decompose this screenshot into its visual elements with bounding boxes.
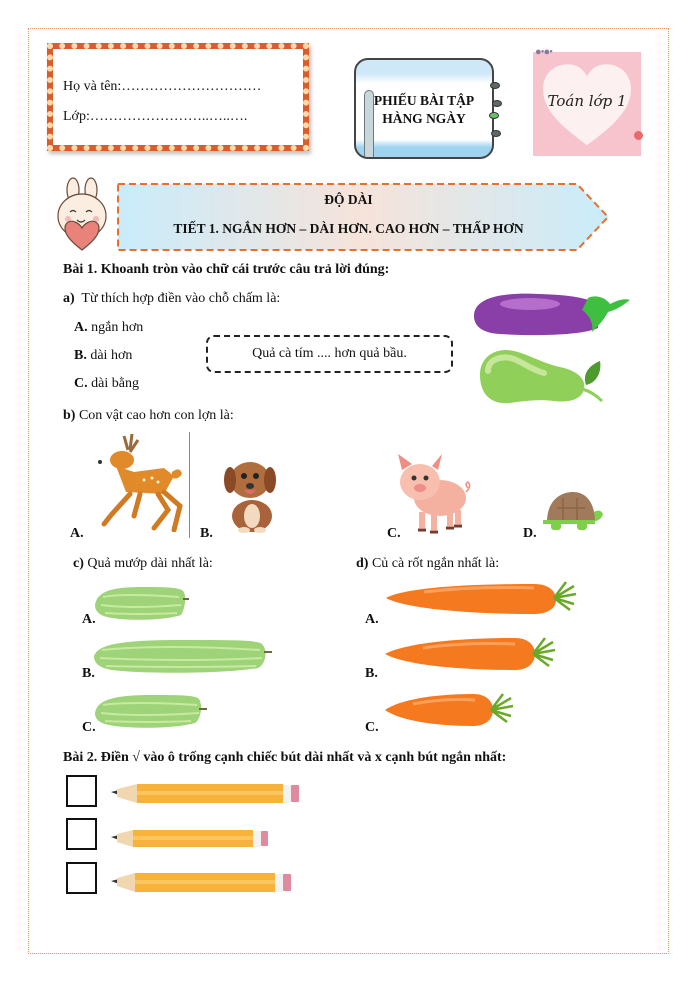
animal-option-d-letter[interactable]: D.: [523, 526, 537, 541]
option-letter: B.: [74, 348, 87, 363]
pencil-1-checkbox[interactable]: [66, 775, 97, 807]
lesson-title: TIẾT 1. NGẮN HƠN – DÀI HƠN. CAO HƠN – THẤP HƠN: [173, 221, 524, 236]
animal-option-c-letter[interactable]: C.: [387, 526, 401, 541]
carrot-option-b-letter[interactable]: B.: [365, 666, 378, 681]
pencil-2-checkbox[interactable]: [66, 818, 97, 850]
pig-icon[interactable]: [392, 452, 474, 534]
subject-label: Toán lớp 1: [547, 92, 627, 110]
part-a-text: Từ thích hợp điền vào chỗ chấm là:: [81, 291, 281, 306]
divider-line: [189, 432, 190, 538]
rose-icon: [634, 131, 643, 140]
melon-option-b-letter[interactable]: B.: [82, 666, 95, 681]
part-b-label: b): [63, 408, 76, 423]
melon-option-c-letter[interactable]: C.: [82, 720, 96, 735]
worksheet-badge: [354, 58, 494, 159]
carrot-icon[interactable]: [384, 580, 576, 618]
part-d-label: d): [356, 556, 369, 571]
student-class-field[interactable]: Lớp:……………………..…..….: [63, 109, 248, 124]
carrot-icon[interactable]: [383, 690, 515, 730]
part-c-label: c): [73, 556, 84, 571]
part-b-question: [63, 408, 234, 424]
carrot-icon[interactable]: [383, 634, 555, 674]
turtle-icon[interactable]: [543, 488, 605, 532]
bitter-melon-icon[interactable]: [93, 583, 191, 621]
option-text: ngắn hơn: [91, 320, 144, 335]
lesson-banner: [117, 182, 610, 252]
badge-line-1: PHIẾU BÀI TẬP: [373, 93, 475, 108]
animal-option-b-letter[interactable]: B.: [200, 526, 213, 541]
badge-line-2: HÀNG NGÀY: [382, 111, 466, 126]
fill-in-sentence-box: [206, 335, 453, 373]
binder-ring-icon: [490, 82, 500, 89]
option-b[interactable]: [74, 348, 132, 364]
part-d-question: [356, 556, 499, 572]
part-c-question: [73, 556, 213, 572]
student-info-box: [47, 43, 309, 151]
exercise-2-title: Bài 2. Điền √ vào ô trống cạnh chiếc bút dài nhất và x cạnh bút ngắn nhất:: [63, 750, 507, 765]
subject-card: [533, 46, 641, 156]
option-letter: A.: [74, 320, 88, 335]
binder-ring-icon: [492, 100, 502, 107]
option-text: dài hơn: [90, 348, 133, 363]
bitter-melon-icon[interactable]: [93, 691, 211, 731]
gourd-icon: [474, 345, 614, 407]
part-a-question: [63, 291, 280, 307]
deer-icon[interactable]: [94, 432, 184, 532]
topic-title: ĐỘ DÀI: [324, 192, 373, 207]
option-text: dài bằng: [91, 376, 139, 391]
bitter-melon-icon[interactable]: [92, 636, 276, 676]
flower-dots-icon: ●•●•: [535, 46, 552, 58]
worksheet-badge-title: [356, 92, 492, 128]
eggplant-icon: [470, 288, 632, 340]
fill-in-sentence: Quả cà tím .... hơn quả bầu.: [252, 346, 407, 361]
part-b-text: Con vật cao hơn con lợn là:: [78, 408, 234, 423]
part-c-text: Quả mướp dài nhất là:: [87, 556, 213, 571]
pencil-3-icon: [111, 872, 293, 894]
carrot-option-c-letter[interactable]: C.: [365, 720, 379, 735]
pencil-1-icon: [111, 783, 303, 805]
puppy-icon[interactable]: [218, 458, 278, 534]
binder-ring-icon: [489, 112, 499, 119]
melon-option-a-letter[interactable]: A.: [82, 612, 96, 627]
part-d-text: Củ cà rốt ngắn nhất là:: [371, 556, 500, 571]
pencil-3-checkbox[interactable]: [66, 862, 97, 894]
binder-ring-icon: [491, 130, 501, 137]
exercise-1-title: Bài 1. Khoanh tròn vào chữ cái trước câu trả lời đúng:: [63, 262, 390, 277]
option-letter: C.: [74, 376, 88, 391]
carrot-option-a-letter[interactable]: A.: [365, 612, 379, 627]
option-a[interactable]: [74, 320, 143, 336]
student-name-field[interactable]: Họ và tên:…………………………: [63, 79, 262, 94]
bunny-icon: [53, 176, 113, 252]
pencil-2-icon: [111, 828, 271, 850]
part-a-label: a): [63, 291, 75, 306]
animal-option-a-letter[interactable]: A.: [70, 526, 84, 541]
option-c[interactable]: [74, 376, 139, 392]
